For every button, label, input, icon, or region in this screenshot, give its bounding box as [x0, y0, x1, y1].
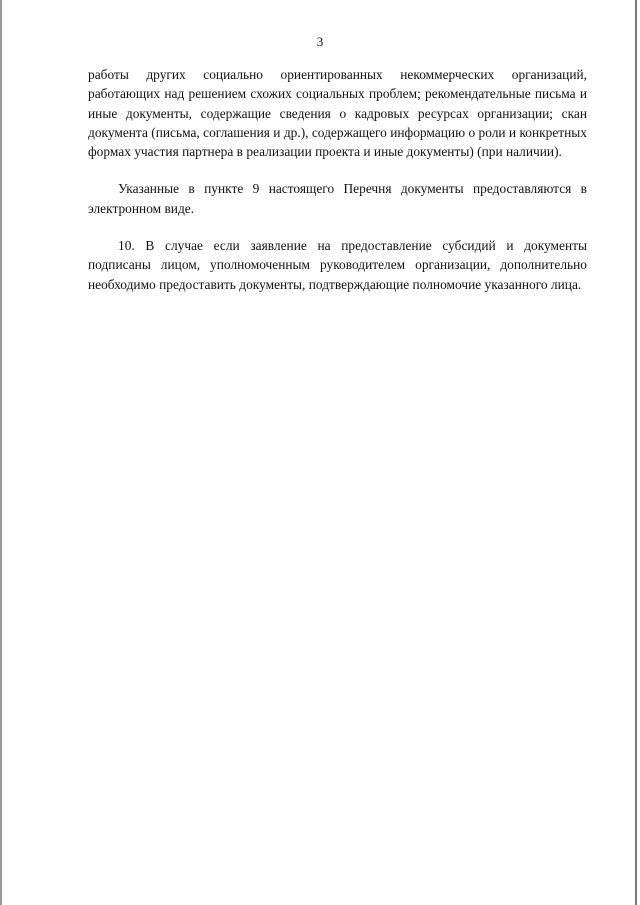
paragraph-continuation: работы других социально ориентированных некоммерческих организаций, работающих над решением схожих социальных проблем; рекомендательные письма и иные документы, содержащие сведения о кадровых ресурсах организации; скан документа (письма, соглашения и др.), содержащего информацию о роли и конкретных формах участия партнера в реализации проекта и иные документы) (при наличии).	[88, 67, 587, 160]
scan-edge-left	[0, 0, 2, 905]
paragraph-item-10: 10. В случае если заявление на предоставление субсидий и документы подписаны лицом, уполномоченным руководителем организации, дополнительно необходимо предоставить документы, подтверждающие полномочие указанного лица.	[88, 238, 587, 292]
scan-edge-right	[635, 0, 637, 905]
paragraph-electronic-form: Указанные в пункте 9 настоящего Перечня документы предоставляются в электронном виде.	[88, 181, 587, 216]
page-number: 3	[316, 34, 324, 49]
document-body	[88, 65, 587, 294]
